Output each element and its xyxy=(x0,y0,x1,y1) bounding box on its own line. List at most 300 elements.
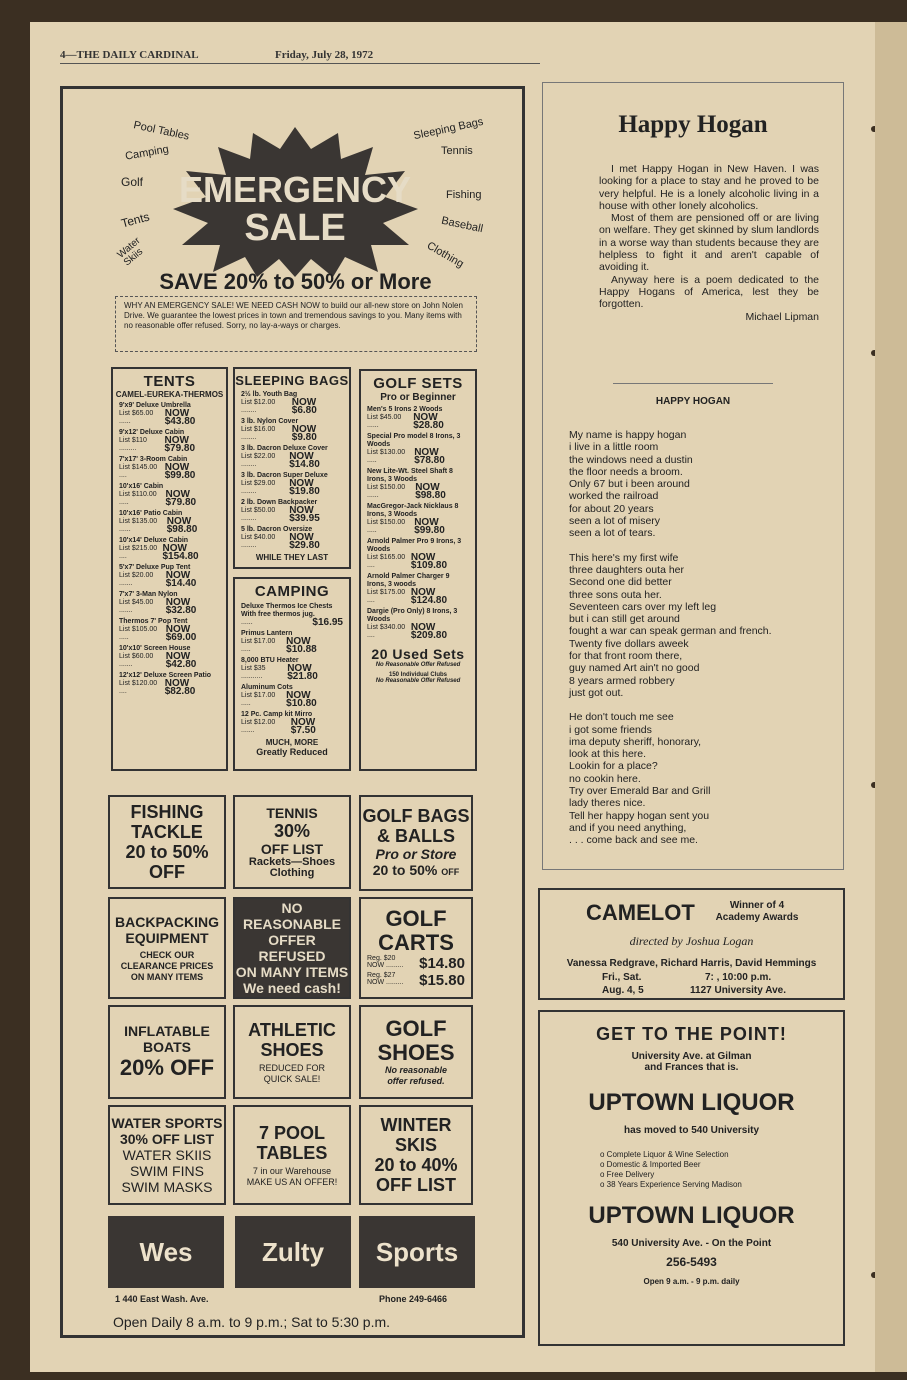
poem-line: for about 20 years xyxy=(569,502,654,515)
cart-price-row xyxy=(361,955,471,972)
sale-headline: SAVE 20% to 50% or More xyxy=(159,269,432,294)
uptown-moved: has moved to 540 University xyxy=(623,1125,760,1136)
winter-line: 20 to 40% xyxy=(374,1155,458,1175)
poem-line: He don't touch me see xyxy=(569,711,674,724)
item-name: Aluminum Cots xyxy=(241,684,293,691)
cart-now: NOW ......... xyxy=(367,979,404,986)
item-name: Arnold Palmer Charger 9 Irons, 3 woods xyxy=(367,573,450,588)
item-list-price: List $35 ........... xyxy=(241,665,266,680)
item-sale-price: NOW $82.80 xyxy=(164,678,196,697)
poem-line: seen a lot of misery xyxy=(569,515,661,528)
tennis-line: Rackets—Shoes xyxy=(248,856,336,868)
item-sale-price: NOW $69.00 xyxy=(165,624,197,643)
item-sale-price: NOW $99.80 xyxy=(414,517,445,536)
sport-label: Tennis xyxy=(441,145,473,157)
price-item xyxy=(235,391,349,415)
golf-bags-line: & BALLS xyxy=(377,826,455,846)
individual-clubs-note: No Reasonable Offer Refused xyxy=(375,678,461,684)
price-item xyxy=(235,418,349,442)
item-list-price: List $135.00 ...... xyxy=(119,518,158,533)
item-sale-price: NOW $32.80 xyxy=(165,597,197,616)
poem-line: no cookin here. xyxy=(569,772,641,785)
price-item xyxy=(361,406,475,430)
poem-line: guy named Art ain't no good xyxy=(569,662,700,675)
item-list-price: ...... xyxy=(241,619,253,626)
price-item xyxy=(235,630,349,654)
store-hours: Open Daily 8 a.m. to 9 p.m.; Sat to 5:30 p.m. xyxy=(113,1314,391,1330)
golf-carts-title: GOLF xyxy=(385,906,447,931)
item-name: 3 lb. Dacron Super Deluxe xyxy=(241,472,328,479)
price-item xyxy=(113,537,226,561)
item-name: 10'x16' Patio Cabin xyxy=(119,510,183,517)
golf-bags-percent: 20 to 50% xyxy=(372,862,438,878)
cart-now: NOW ......... xyxy=(367,962,404,969)
price-item xyxy=(235,472,349,496)
sport-label: Camping xyxy=(124,143,170,163)
item-sale-price: NOW $109.80 xyxy=(410,552,448,571)
item-list-price: List $165.00 .... xyxy=(367,554,406,569)
item-list-price: List $120.00 .... xyxy=(119,680,158,695)
fishing-tackle-box xyxy=(108,795,226,889)
pool-line: 7 in our Warehouse xyxy=(252,1165,332,1176)
uptown-address: 540 University Ave. - On the Point xyxy=(611,1238,772,1249)
item-price-row xyxy=(241,426,343,442)
item-name: 5 lb. Dacron Oversize xyxy=(241,526,313,533)
golf-sets-subtitle: Pro or Beginner xyxy=(380,392,456,403)
golf-bags-line xyxy=(361,862,471,880)
sleeping-bags-box xyxy=(233,367,351,569)
item-sale-price: NOW $19.80 xyxy=(289,478,320,497)
golf-shoes-line: offer refused. xyxy=(387,1076,445,1086)
item-name: Arnold Palmer Pro 9 Irons, 3 Woods xyxy=(367,538,462,553)
backpacking-line: EQUIPMENT xyxy=(125,929,209,946)
backpacking-line: ON MANY ITEMS xyxy=(130,971,204,982)
item-sale-price: NOW $14.80 xyxy=(289,451,320,470)
sleeping-bags-list xyxy=(235,391,349,550)
item-name: 5'x7' Deluxe Pup Tent xyxy=(119,564,191,571)
item-price-row xyxy=(119,653,220,669)
pool-line: MAKE US AN OFFER! xyxy=(246,1176,338,1187)
golf-sets-box xyxy=(359,369,477,771)
item-list-price: List $50.00 ........ xyxy=(241,507,276,522)
item-name: 2 lb. Down Backpacker xyxy=(241,499,318,506)
item-sale-price: NOW $209.80 xyxy=(410,622,448,641)
poem-line: Lookin for a place? xyxy=(569,760,658,773)
item-name: 8,000 BTU Heater xyxy=(241,657,299,664)
item-sale-price: NOW $154.80 xyxy=(162,543,199,562)
camelot-title: CAMELOT xyxy=(586,900,695,925)
price-item xyxy=(235,711,349,735)
item-name: Dargie (Pro Only) 8 Irons, 3 Woods xyxy=(367,608,458,623)
price-item xyxy=(113,618,226,642)
poem-line: the floor needs a broom. xyxy=(569,465,683,478)
item-price-row xyxy=(241,692,343,708)
intro-paragraph: Anyway here is a poem dedicated to the Happy Hogans of America, lest they be forgotten. xyxy=(599,273,819,311)
item-name: 10'x14' Deluxe Cabin xyxy=(119,537,189,544)
tennis-line: TENNIS xyxy=(266,805,318,821)
sport-label: Sleeping Bags xyxy=(412,115,485,143)
price-item xyxy=(113,564,226,588)
item-sale-price: NOW $29.80 xyxy=(289,532,320,551)
sport-label: Tents xyxy=(119,209,152,231)
burst-title-line2: SALE xyxy=(244,207,346,249)
item-sale-price: NOW $10.80 xyxy=(286,690,317,709)
poem-line: just got out. xyxy=(569,686,624,699)
poem-line: lady theres nice. xyxy=(569,797,646,810)
poem-line: i live in a little room xyxy=(569,441,659,454)
page-header-date: Friday, July 28, 1972 xyxy=(275,49,374,61)
sport-label: Water Skiis xyxy=(115,235,146,269)
item-sale-price: NOW $78.80 xyxy=(414,447,445,466)
camelot-venue: 1127 University Ave. xyxy=(690,985,786,996)
camelot-award: Winner of 4 Academy Awards xyxy=(715,900,799,923)
item-list-price: List $150.00 ...... xyxy=(367,484,406,499)
golf-sets-title: GOLF SETS xyxy=(373,375,463,392)
poem-line: ima deputy sheriff, honorary, xyxy=(569,735,702,748)
item-name: 2½ lb. Youth Bag xyxy=(241,391,298,398)
golf-bags-off: OFF xyxy=(441,867,460,877)
boats-line: BOATS xyxy=(143,1039,191,1055)
tennis-line: Clothing xyxy=(269,867,315,879)
price-item xyxy=(113,456,226,480)
uptown-phone: 256-5493 xyxy=(666,1255,717,1269)
item-price-row xyxy=(119,680,220,696)
burst-title-line1: EMERGENCY xyxy=(178,169,412,210)
item-price-row xyxy=(367,589,469,605)
fishing-line: OFF xyxy=(149,862,185,882)
item-sale-price: NOW $9.80 xyxy=(291,424,317,443)
fishing-line: TACKLE xyxy=(131,822,203,842)
article-intro xyxy=(599,163,819,323)
uptown-name-2: UPTOWN LIQUOR xyxy=(588,1202,795,1229)
price-item xyxy=(113,429,226,453)
cart-price: $15.80 xyxy=(419,972,465,989)
no-offer-refused-box xyxy=(233,897,351,999)
offer-line: We need cash! xyxy=(243,980,341,996)
poem-line: This here's my first wife xyxy=(569,551,679,564)
golf-sets-list xyxy=(361,406,475,640)
poem-title: HAPPY HOGAN xyxy=(655,396,731,407)
store-logo-sports: Sports xyxy=(359,1216,475,1288)
price-item xyxy=(113,591,226,615)
price-item xyxy=(361,503,475,535)
poem-line: the windows need a dustin xyxy=(569,453,693,466)
camping-footer-1: MUCH, MORE xyxy=(265,738,319,747)
item-sale-price: NOW $79.80 xyxy=(164,435,196,454)
offer-line: OFFER REFUSED xyxy=(258,932,326,964)
item-list-price: List $17.00 ..... xyxy=(241,692,276,707)
item-price-row xyxy=(367,484,469,500)
backpacking-box xyxy=(108,897,226,999)
water-sports-box xyxy=(108,1105,226,1205)
water-line: 30% OFF LIST xyxy=(119,1131,215,1147)
item-list-price: List $150.00 ..... xyxy=(367,519,406,534)
price-item xyxy=(235,526,349,550)
uptown-hours: Open 9 a.m. - 9 p.m. daily xyxy=(643,1277,740,1286)
camping-box xyxy=(233,577,351,771)
athletic-line: SHOES xyxy=(260,1039,324,1060)
poem-line: fought a war can speak german and french. xyxy=(569,625,772,638)
newspaper-page xyxy=(30,22,875,1372)
cart-price: $14.80 xyxy=(419,955,465,972)
offer-line: NO REASONABLE xyxy=(242,900,341,932)
tents-subtitle: CAMEL-EUREKA-THERMOS xyxy=(115,390,224,399)
golf-shoes-line: No reasonable xyxy=(384,1065,448,1075)
backpacking-line: CHECK OUR xyxy=(139,949,195,960)
item-sale-price: NOW $42.80 xyxy=(165,651,197,670)
camelot-director: directed by Joshua Logan xyxy=(629,934,754,948)
item-price-row xyxy=(119,437,220,453)
item-list-price: List $130.00 ..... xyxy=(367,449,406,464)
item-sale-price: NOW $98.80 xyxy=(415,482,446,501)
price-item xyxy=(235,603,349,627)
price-item xyxy=(235,684,349,708)
golf-bags-line: Pro or Store xyxy=(375,846,457,862)
sport-label: Pool Tables xyxy=(132,119,191,143)
poem-line: three sons outa her. xyxy=(569,588,662,601)
camelot-ad xyxy=(538,888,845,1000)
store-logo-wes: Wes xyxy=(108,1216,224,1288)
item-name: 3 lb. Nylon Cover xyxy=(241,418,299,425)
item-list-price: List $175.00 .... xyxy=(367,589,406,604)
item-price-row xyxy=(241,480,343,496)
item-name: Thermos 7' Pop Tent xyxy=(119,618,188,625)
camelot-cast: Vanessa Redgrave, Richard Harris, David Hemmings xyxy=(566,958,817,969)
item-price-row xyxy=(119,464,220,480)
item-sale-price: NOW $14.40 xyxy=(165,570,197,589)
item-name: 3 lb. Dacron Deluxe Cover xyxy=(241,445,328,452)
item-price-row xyxy=(241,399,343,415)
item-list-price: List $22.00 ........ xyxy=(241,453,276,468)
poem-line: . . . come back and see me. xyxy=(569,834,698,847)
item-name: 9'x12' Deluxe Cabin xyxy=(119,429,185,436)
pool-line: 7 POOL xyxy=(258,1122,325,1143)
intro-paragraph: I met Happy Hogan in New Haven. I was looking for a place to stay and he proved to be very helpful. He is a lonely alcoholic living in a house with other lonely alcoholics. xyxy=(599,163,819,212)
store-address: 1 440 East Wash. Ave. xyxy=(115,1294,209,1304)
item-name: 12'x12' Deluxe Screen Patio xyxy=(119,672,212,679)
item-list-price: List $17.00 ..... xyxy=(241,638,276,653)
poem-line: Twenty five dollars aweek xyxy=(569,637,689,650)
item-sale-price: NOW $39.95 xyxy=(289,505,320,524)
price-item xyxy=(113,672,226,696)
poem-line: Seventeen cars over my left leg xyxy=(569,600,717,613)
uptown-liquor-ad xyxy=(538,1010,845,1346)
poem-line: look at this here. xyxy=(569,748,647,761)
price-item xyxy=(113,645,226,669)
header-rule xyxy=(60,63,540,64)
item-price-row xyxy=(367,624,469,640)
poem-line: Second one did better xyxy=(569,576,672,589)
inflatable-boats-box xyxy=(108,1005,226,1099)
item-name: Primus Lantern xyxy=(241,630,293,637)
price-item xyxy=(235,657,349,681)
pool-line: TABLES xyxy=(256,1142,328,1163)
store-phone: Phone 249-6466 xyxy=(379,1294,448,1304)
price-item xyxy=(113,402,226,426)
happy-hogan-article xyxy=(542,82,844,870)
athletic-line: QUICK SALE! xyxy=(263,1073,321,1084)
uptown-features xyxy=(600,1150,843,1190)
poem-line: Try over Emerald Bar and Grill xyxy=(569,785,711,798)
price-item xyxy=(361,538,475,570)
item-name: Special Pro model 8 Irons, 3 Woods xyxy=(367,433,461,448)
item-name: 7'x7' 3-Man Nylon xyxy=(119,591,178,598)
water-line: WATER SKIIS xyxy=(122,1147,212,1163)
price-item xyxy=(113,510,226,534)
item-price-row xyxy=(241,719,343,735)
water-line: WATER SPORTS xyxy=(111,1115,223,1131)
fishing-line: 20 to 50% xyxy=(125,842,209,862)
golf-shoes-line: GOLF xyxy=(385,1016,447,1041)
starburst-icon xyxy=(173,127,418,277)
item-price-row xyxy=(241,453,343,469)
page-header-left: 4—THE DAILY CARDINAL xyxy=(60,49,199,61)
camping-list xyxy=(235,603,349,735)
item-name: 7'x17' 3-Room Cabin xyxy=(119,456,188,463)
boats-line: 20% OFF xyxy=(119,1055,215,1080)
item-price-row xyxy=(119,572,220,588)
price-item xyxy=(361,573,475,605)
sport-label: Baseball xyxy=(440,214,484,236)
item-sale-price: NOW $21.80 xyxy=(287,663,318,682)
item-sale-price: NOW $124.80 xyxy=(410,587,448,606)
item-list-price: List $105.00 ..... xyxy=(119,626,158,641)
winter-skis-box xyxy=(359,1105,473,1205)
uptown-feature: o Complete Liquor & Wine Selection xyxy=(600,1150,729,1159)
sport-label: Golf xyxy=(121,175,144,189)
uptown-feature: o Domestic & Imported Beer xyxy=(600,1160,701,1169)
item-sale-price: NOW $98.80 xyxy=(166,516,198,535)
item-list-price: List $45.00 ....... xyxy=(119,599,154,614)
item-sale-price: NOW $10.88 xyxy=(286,636,317,655)
adjacent-page-edge xyxy=(875,22,907,1372)
item-price-row xyxy=(241,665,343,681)
item-price-row xyxy=(119,410,220,426)
cart-price-row xyxy=(361,972,471,989)
price-item xyxy=(113,483,226,507)
camping-title: CAMPING xyxy=(254,583,330,600)
tennis-line: 30% xyxy=(273,821,311,841)
why-emergency-text: WHY AN EMERGENCY SALE! WE NEED CASH NOW to build our all-new store on John Nolen Drive. We guarantee the lowest prices in town and tremendous savings to you. Many items with no reasonable offer refused. Sorry, no lay-a-ways or charges. xyxy=(115,296,477,352)
item-price-row xyxy=(119,545,220,561)
used-sets: 20 Used Sets xyxy=(371,646,465,662)
poem-line: 8 years armed robbery xyxy=(569,674,675,687)
golf-shoes-line: SHOES xyxy=(377,1040,455,1065)
emergency-sale-ad xyxy=(60,86,525,1338)
uptown-location: and Frances that is. xyxy=(644,1062,739,1073)
poem-line: but i can still get around xyxy=(569,613,680,626)
divider xyxy=(613,383,773,384)
item-list-price: List $20.00 ....... xyxy=(119,572,154,587)
item-name: 9'x9' Deluxe Umbrella xyxy=(119,402,191,409)
item-list-price: List $110 ......... xyxy=(119,437,147,452)
item-name: 10'x10' Screen House xyxy=(119,645,191,652)
item-name: New Lite-Wt. Steel Shaft 8 Irons, 3 Woods xyxy=(367,468,453,483)
sleeping-bags-title: SLEEPING BAGS xyxy=(235,373,349,388)
camelot-times: 7: , 10:00 p.m. xyxy=(705,972,772,983)
item-name: 12 Pc. Camp kit Mirro xyxy=(241,711,313,718)
item-sale-price: $16.95 xyxy=(312,617,343,628)
item-price-row xyxy=(367,449,469,465)
backpacking-line: BACKPACKING xyxy=(115,913,219,930)
item-list-price: List $340.00 .... xyxy=(367,624,406,639)
fishing-line: FISHING xyxy=(130,802,204,822)
item-list-price: List $110.00 ..... xyxy=(119,491,157,506)
item-name: Men's 5 Irons 2 Woods xyxy=(367,406,443,413)
sport-label: Fishing xyxy=(446,189,482,201)
item-price-row xyxy=(241,619,343,627)
poem-stanza xyxy=(569,552,839,700)
golf-carts-title: CARTS xyxy=(378,930,454,955)
poem-line: Only 67 but i been around xyxy=(569,478,690,491)
item-price-row xyxy=(241,638,343,654)
item-price-row xyxy=(367,414,469,430)
tennis-box xyxy=(233,795,351,889)
item-name: MacGregor-Jack Nicklaus 8 Irons, 3 Woods xyxy=(367,503,459,518)
tents-title: TENTS xyxy=(143,373,196,390)
item-list-price: List $40.00 ........ xyxy=(241,534,276,549)
item-sale-price: NOW $99.80 xyxy=(164,462,196,481)
backpacking-line: CLEARANCE PRICES xyxy=(120,960,214,971)
item-list-price: List $45.00 ...... xyxy=(367,414,402,429)
used-sets-note: No Reasonable Offer Refused xyxy=(375,662,461,668)
item-sale-price: NOW $28.80 xyxy=(413,412,444,431)
athletic-shoes-box xyxy=(233,1005,351,1099)
camelot-days: Fri., Sat. xyxy=(602,972,642,983)
golf-bags-line: GOLF BAGS xyxy=(362,806,470,826)
store-logo-zulty: Zulty xyxy=(235,1216,351,1288)
poem-line: i got some friends xyxy=(569,723,652,736)
item-sale-price: NOW $79.80 xyxy=(165,489,197,508)
item-list-price: List $60.00 ....... xyxy=(119,653,154,668)
athletic-line: ATHLETIC xyxy=(248,1019,336,1040)
poem-body xyxy=(569,429,839,859)
item-list-price: List $65.00 ...... xyxy=(119,410,154,425)
uptown-name: UPTOWN LIQUOR xyxy=(588,1089,795,1116)
uptown-headline: GET TO THE POINT! xyxy=(596,1024,787,1044)
tennis-line: OFF LIST xyxy=(260,841,324,857)
item-price-row xyxy=(367,554,469,570)
item-name: 10'x16' Cabin xyxy=(119,483,164,490)
uptown-feature: o Free Delivery xyxy=(600,1170,655,1179)
price-item xyxy=(361,468,475,500)
uptown-feature: o 38 Years Experience Serving Madison xyxy=(600,1180,742,1189)
item-list-price: List $12.00 ....... xyxy=(241,719,276,734)
poem-line: Tell her happy hogan sent you xyxy=(569,809,710,822)
cart-reg: Reg. $20 xyxy=(367,955,396,962)
water-line: SWIM MASKS xyxy=(121,1179,213,1195)
boats-line: INFLATABLE xyxy=(124,1023,210,1039)
item-price-row xyxy=(241,534,343,550)
price-item xyxy=(235,445,349,469)
item-price-row xyxy=(367,519,469,535)
item-price-row xyxy=(119,626,220,642)
poem-stanza xyxy=(569,711,839,846)
item-sale-price: NOW $7.50 xyxy=(290,717,316,736)
poem-line: and if you need anything, xyxy=(569,821,687,834)
individual-clubs: 150 Individual Clubs xyxy=(388,672,447,678)
poem-line: seen a lot of tears. xyxy=(569,527,656,540)
item-price-row xyxy=(241,507,343,523)
sport-label: Clothing xyxy=(424,239,466,271)
item-name: Deluxe Thermos Ice Chests With free thermos jug. xyxy=(241,603,333,618)
item-list-price: List $16.00 ........ xyxy=(241,426,276,441)
winter-line: WINTER xyxy=(380,1115,452,1135)
golf-carts-box xyxy=(359,897,473,999)
poem-line: three daughters outa her xyxy=(569,563,684,576)
golf-bags-box xyxy=(359,795,473,891)
item-sale-price: NOW $43.80 xyxy=(164,408,196,427)
